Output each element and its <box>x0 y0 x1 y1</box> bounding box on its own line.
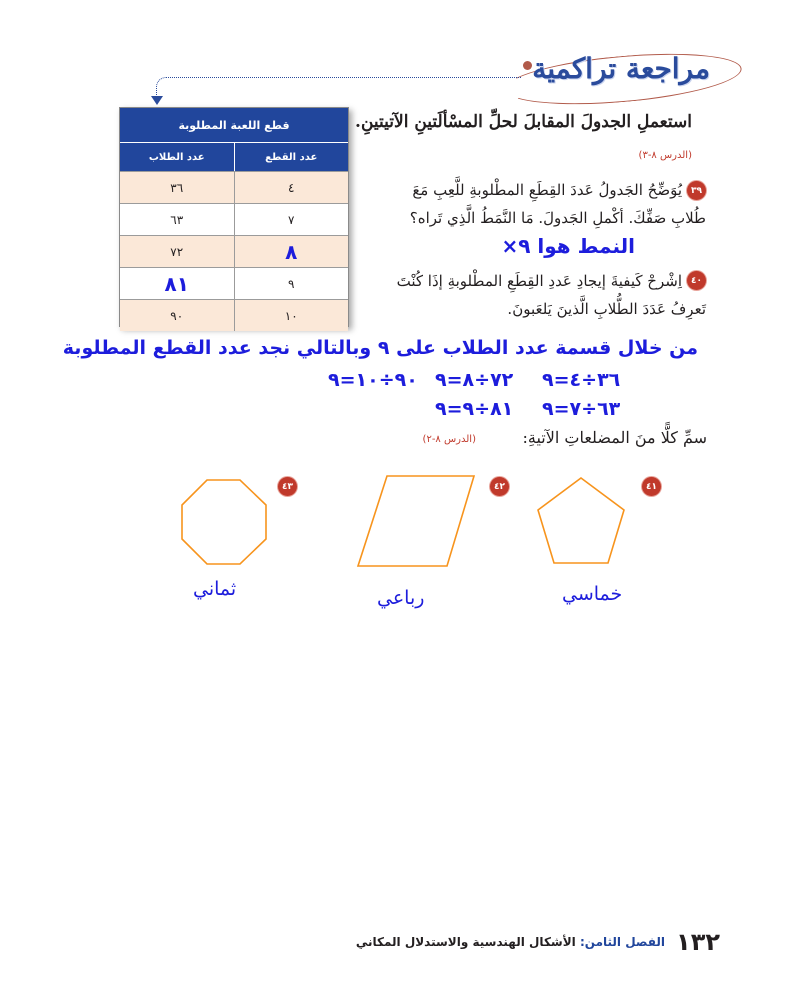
parallelogram-shape <box>358 476 474 566</box>
question-number-badge: ٤١ <box>642 477 661 496</box>
column-header-pieces: عدد القطع <box>234 143 349 171</box>
lesson-reference: (الدرس ٨-٢) <box>422 434 476 445</box>
pentagon-answer-label: خماسي <box>562 583 623 605</box>
octagon-answer-label: ثماني <box>193 578 237 600</box>
instructions-text: استعملِ الجدولَ المقابلَ لحلِّ المسْألَتينِ الآتيتينِ. <box>355 112 692 132</box>
column-header-students: عدد الطلاب <box>148 151 205 163</box>
pieces-cell: ٧ <box>234 204 349 235</box>
octagon-shape <box>182 480 266 564</box>
handwritten-answer-39: النمط هوا ٩× <box>501 234 635 258</box>
question-number-badge: ٣٩ <box>687 181 706 200</box>
equation: ٩٠÷١٠=٩ <box>328 369 418 391</box>
equation: ٦٣÷٧=٩ <box>542 398 621 420</box>
polygons-prompt: سمِّ كلًّا منَ المضلعاتِ الآتيةِ: <box>522 428 707 447</box>
equation: ٣٦÷٤=٩ <box>542 369 621 391</box>
pieces-cell: ٤ <box>234 172 349 203</box>
quadrilateral-answer-label: رباعي <box>377 587 425 609</box>
equation: ٨١÷٩=٩ <box>435 398 514 420</box>
chapter-footer <box>356 935 665 949</box>
question-number-badge: ٤٠ <box>687 271 706 290</box>
pieces-cell: ٩ <box>234 268 349 299</box>
question-39-line1: يُوَضِّحُ الجَدولُ عَددَ القِطَعِ المطْلوبةِ للَّعِبِ مَعَ <box>412 181 682 199</box>
question-number-badge: ٤٣ <box>278 477 297 496</box>
lesson-reference: (الدرس ٨-٣) <box>638 150 692 161</box>
pentagon-shape <box>538 478 624 563</box>
question-40-line1: اِشْرحْ كَيفيةَ إيجادِ عَددِ القِطَعِ المطْلوبةِ إذَا كُنْتَ <box>396 272 682 290</box>
equation: ٧٢÷٨=٩ <box>435 369 514 391</box>
students-cell: ٣٦ <box>170 180 184 195</box>
table-title: قطع اللعبة المطلوبة <box>120 108 348 143</box>
pieces-cell: ١٠ <box>234 300 349 331</box>
page-number: ١٣٢ <box>676 928 720 956</box>
question-40-line2: تَعرِفُ عَدَدَ الطُّلابِ الَّذينَ يَلعَبونَ. <box>507 300 706 318</box>
section-title: مراجعة تراكمية <box>532 52 710 85</box>
question-number-badge: ٤٢ <box>490 477 509 496</box>
students-cell: ٩٠ <box>170 308 184 323</box>
chapter-title: الأشكال الهندسية والاستدلال المكاني <box>355 935 576 949</box>
students-cell-handwritten: ٨١ <box>164 271 189 296</box>
pieces-cell-handwritten: ٨ <box>234 236 349 267</box>
students-cell: ٦٣ <box>170 212 184 227</box>
chapter-label: الفصل الثامن: <box>579 935 665 949</box>
handwritten-answer-40: من خلال قسمة عدد الطلاب على ٩ وبالتالي نجد عدد القطع المطلوبة <box>62 337 698 359</box>
students-cell: ٧٢ <box>170 244 184 259</box>
question-39-line2: طُلابِ صَفِّكَ. أكْملِ الجَدولَ. مَا النَّمَطُ الَّذِي تَراه؟ <box>409 209 706 227</box>
